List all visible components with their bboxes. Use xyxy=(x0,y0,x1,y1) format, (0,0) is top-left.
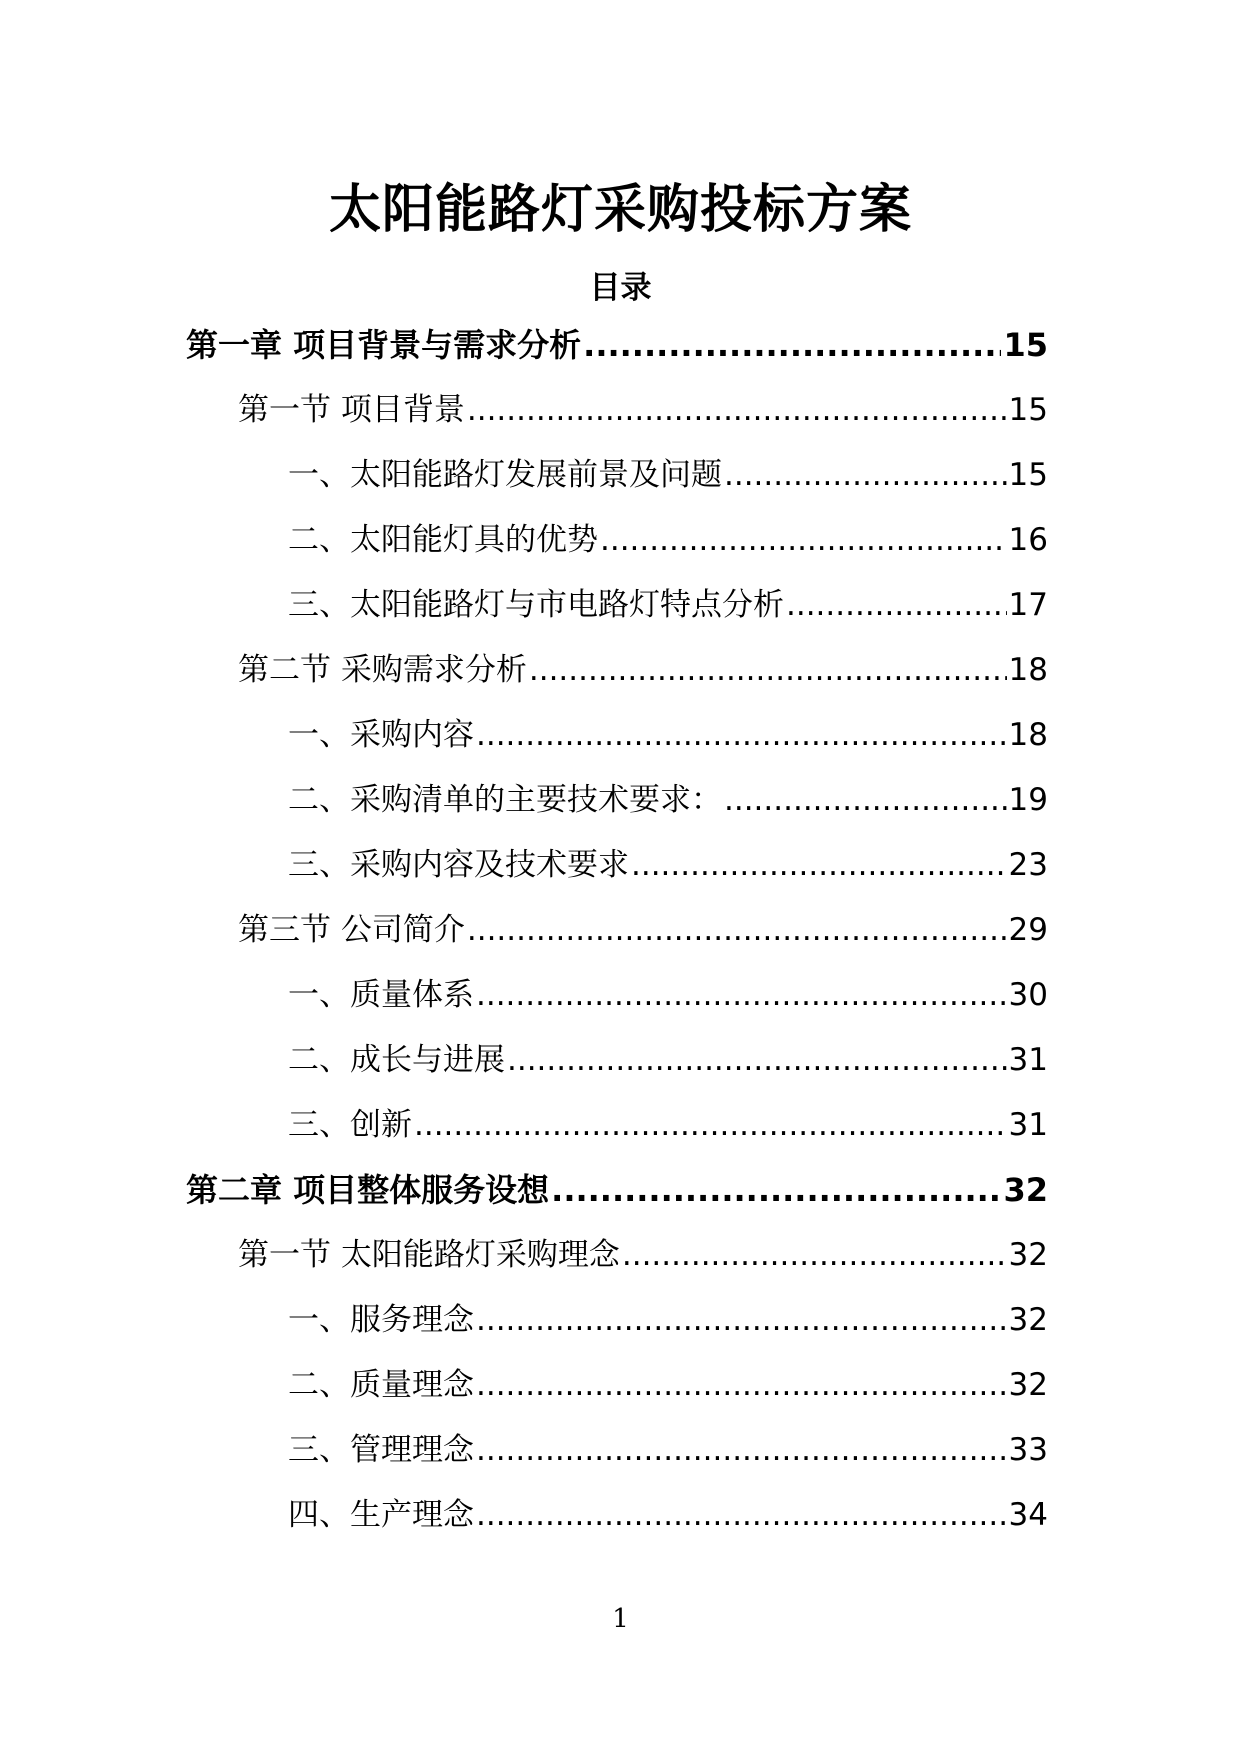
toc-entry-label: 第一章 项目背景与需求分析 xyxy=(186,326,582,364)
toc-entry-page: 15 xyxy=(1008,392,1048,428)
toc-entry-subsection[interactable] xyxy=(288,1040,1048,1080)
toc-dot-leader xyxy=(724,455,1007,495)
toc-entry-subsection[interactable] xyxy=(288,455,1048,495)
toc-heading: 目录 xyxy=(589,270,652,306)
toc-entry-subsection[interactable] xyxy=(288,845,1048,885)
toc-entry-label: 三、管理理念 xyxy=(288,1432,474,1468)
toc-entry-chapter-2[interactable] xyxy=(186,1170,1048,1210)
toc-entry-subsection[interactable] xyxy=(288,1105,1048,1145)
toc-entry-section[interactable] xyxy=(238,650,1048,690)
toc-entry-page: 32 xyxy=(1008,1302,1048,1338)
document-title: 太阳能路灯采购投标方案 xyxy=(328,180,912,240)
toc-entry-page: 19 xyxy=(1008,782,1048,818)
page-number: 1 xyxy=(612,1604,629,1634)
toc-dot-leader xyxy=(631,845,1007,885)
toc-entry-label: 二、采购清单的主要技术要求： xyxy=(288,782,722,818)
toc-entry-subsection[interactable] xyxy=(288,715,1048,755)
toc-dot-leader xyxy=(786,585,1007,625)
toc-dot-leader xyxy=(724,780,1007,820)
toc-entry-label: 第二节 采购需求分析 xyxy=(238,652,527,688)
toc-dot-leader xyxy=(467,390,1007,430)
toc-entry-page: 15 xyxy=(1008,457,1048,493)
toc-entry-label: 一、采购内容 xyxy=(288,717,474,753)
toc-dot-leader xyxy=(600,520,1007,560)
toc-entry-page: 16 xyxy=(1008,522,1048,558)
toc-dot-leader xyxy=(476,715,1007,755)
toc-entry-label: 三、采购内容及技术要求 xyxy=(288,847,629,883)
toc-entry-page: 23 xyxy=(1008,847,1048,883)
toc-dot-leader xyxy=(476,1430,1007,1470)
toc-entry-page: 18 xyxy=(1008,652,1048,688)
toc-dot-leader xyxy=(476,975,1007,1015)
toc-entry-page: 15 xyxy=(1003,326,1048,364)
toc-entry-label: 第一节 项目背景 xyxy=(238,392,465,428)
toc-entry-chapter-1[interactable] xyxy=(186,325,1048,365)
toc-entry-page: 33 xyxy=(1008,1432,1048,1468)
toc-entry-page: 29 xyxy=(1008,912,1048,948)
toc-entry-subsection[interactable] xyxy=(288,780,1048,820)
toc-entry-page: 32 xyxy=(1003,1171,1048,1209)
toc-entry-label: 二、太阳能灯具的优势 xyxy=(288,522,598,558)
toc-entry-page: 17 xyxy=(1008,587,1048,623)
toc-entry-subsection[interactable] xyxy=(288,585,1048,625)
toc-entry-label: 二、成长与进展 xyxy=(288,1042,505,1078)
toc-dot-leader xyxy=(476,1495,1007,1535)
toc-dot-leader xyxy=(414,1105,1007,1145)
toc-entry-label: 一、质量体系 xyxy=(288,977,474,1013)
toc-entry-page: 31 xyxy=(1008,1107,1048,1143)
toc-dot-leader xyxy=(551,1170,1001,1210)
toc-dot-leader xyxy=(529,650,1007,690)
toc-entry-page: 34 xyxy=(1008,1497,1048,1533)
toc-dot-leader xyxy=(622,1235,1007,1275)
toc-entry-label: 一、服务理念 xyxy=(288,1302,474,1338)
toc-entry-page: 32 xyxy=(1008,1237,1048,1273)
toc-entry-subsection[interactable] xyxy=(288,520,1048,560)
toc-entry-label: 四、生产理念 xyxy=(288,1497,474,1533)
toc-entry-page: 32 xyxy=(1008,1367,1048,1403)
toc-entry-page: 31 xyxy=(1008,1042,1048,1078)
toc-entry-section[interactable] xyxy=(238,390,1048,430)
toc-entry-section[interactable] xyxy=(238,910,1048,950)
toc-entry-subsection[interactable] xyxy=(288,975,1048,1015)
toc-entry-label: 三、太阳能路灯与市电路灯特点分析 xyxy=(288,587,784,623)
toc-entry-label: 第一节 太阳能路灯采购理念 xyxy=(238,1237,620,1273)
toc-dot-leader xyxy=(467,910,1007,950)
toc-entry-label: 一、太阳能路灯发展前景及问题 xyxy=(288,457,722,493)
toc-entry-subsection[interactable] xyxy=(288,1495,1048,1535)
toc-entry-label: 第三节 公司简介 xyxy=(238,912,465,948)
toc-entry-page: 30 xyxy=(1008,977,1048,1013)
toc-dot-leader xyxy=(583,325,1001,365)
toc-dot-leader xyxy=(507,1040,1007,1080)
toc-entry-subsection[interactable] xyxy=(288,1430,1048,1470)
toc-entry-label: 三、创新 xyxy=(288,1107,412,1143)
toc-entry-page: 18 xyxy=(1008,717,1048,753)
toc-dot-leader xyxy=(476,1300,1007,1340)
toc-entry-label: 第二章 项目整体服务设想 xyxy=(186,1171,550,1209)
toc-entry-subsection[interactable] xyxy=(288,1365,1048,1405)
toc-entry-section[interactable] xyxy=(238,1235,1048,1275)
toc-entry-label: 二、质量理念 xyxy=(288,1367,474,1403)
toc-dot-leader xyxy=(476,1365,1007,1405)
toc-entry-subsection[interactable] xyxy=(288,1300,1048,1340)
